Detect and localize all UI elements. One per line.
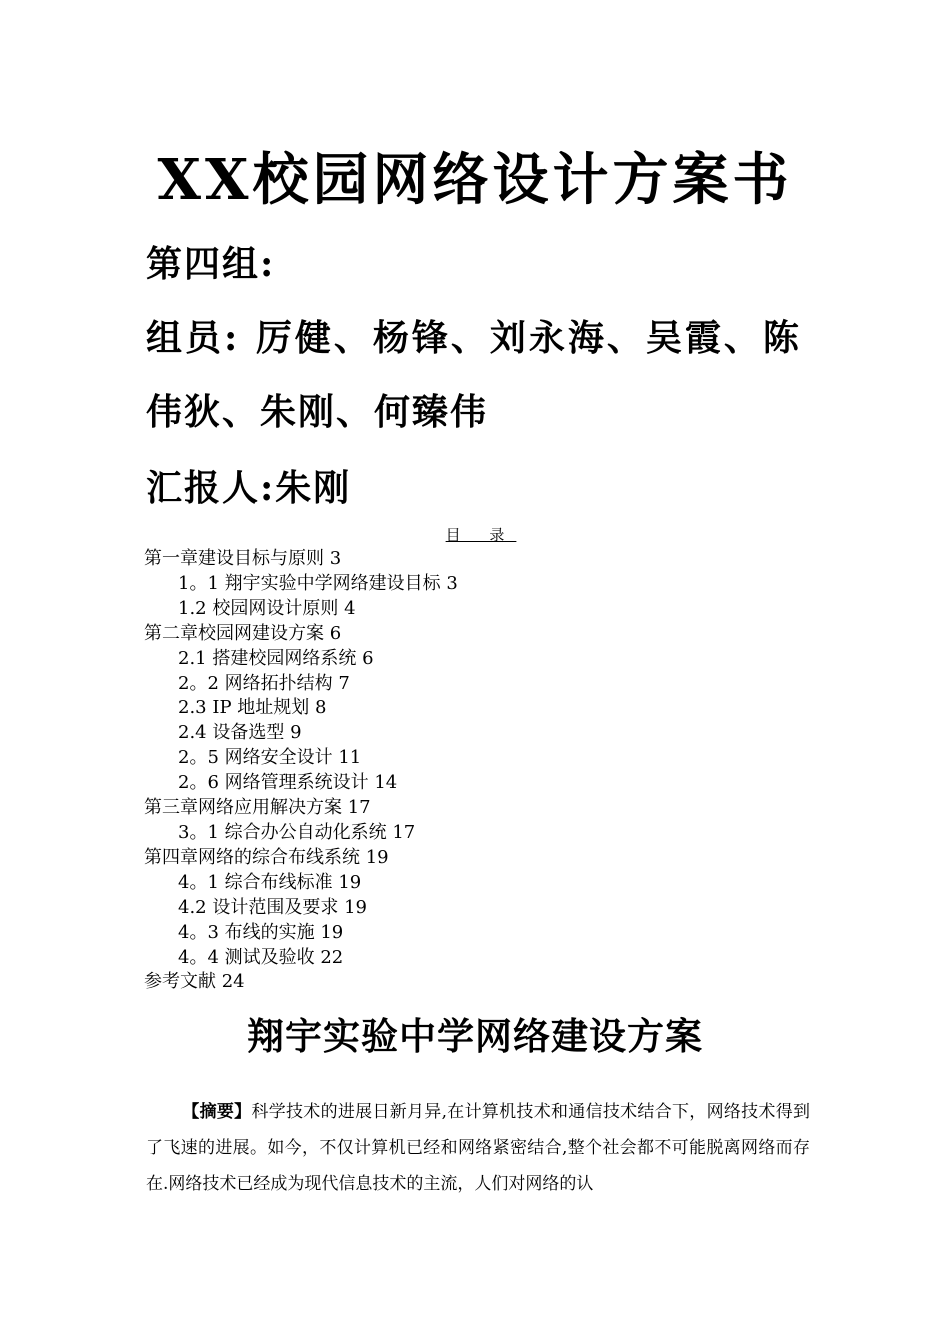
toc-subentry[interactable]: 1。1 翔宇实验中学网络建设目标 3: [178, 572, 458, 594]
toc-heading: [0, 524, 950, 546]
toc-chapter-entry[interactable]: 参考文献 24: [144, 971, 245, 993]
toc-subentry[interactable]: 2.4 设备选型 9: [178, 722, 302, 744]
toc-subentry[interactable]: 4。4 测试及验收 22: [178, 946, 344, 968]
toc-subentry[interactable]: 1.2 校园网设计原则 4: [178, 597, 356, 619]
toc-subentry[interactable]: 4。1 综合布线标准 19: [178, 871, 362, 893]
members-line: 组员: 厉健、杨锋、刘永海、吴霞、陈: [146, 317, 802, 359]
toc-subentry[interactable]: 2。6 网络管理系统设计 14: [178, 772, 398, 794]
toc-subentry[interactable]: 2。5 网络安全设计 11: [178, 747, 362, 769]
document-title: XX校园网络设计方案书: [157, 147, 793, 213]
toc-chapter-entry[interactable]: 第二章校园网建设方案 6: [144, 622, 342, 644]
toc-subentry[interactable]: 4。3 布线的实施 19: [178, 921, 344, 943]
abstract-paragraph: [146, 1094, 810, 1202]
toc-subentry[interactable]: 2.1 搭建校园网络系统 6: [178, 647, 374, 669]
section-title: 翔宇实验中学网络建设方案: [247, 1014, 703, 1058]
toc-chapter-entry[interactable]: 第一章建设目标与原则 3: [144, 548, 342, 569]
group-label: 第四组:: [146, 243, 276, 285]
toc-chapter-entry[interactable]: 第三章网络应用解决方案 17: [144, 797, 371, 819]
toc-subentry[interactable]: 4.2 设计范围及要求 19: [178, 896, 367, 918]
abstract-label: 【摘要】: [182, 1102, 252, 1122]
reporter-line: 汇报人:朱刚: [146, 467, 352, 509]
toc-heading-text: 目 录: [445, 526, 517, 544]
toc-subentry[interactable]: 2.3 IP 地址规划 8: [178, 697, 327, 719]
table-of-contents: [144, 547, 844, 995]
abstract-text: 科学技术的进展日新月异,在计算机技术和通信技术结合下，网络技术得到了飞速的进展。如今，不仅计算机已经和网络紧密结合,整个社会都不可能脱离网络而存在.网络技术已经成为现代信息技术的主流，人们对网络的认: [146, 1102, 811, 1194]
toc-subentry[interactable]: 3。1 综合办公自动化系统 17: [178, 821, 416, 843]
toc-subentry[interactable]: 2。2 网络拓扑结构 7: [178, 672, 350, 694]
members-line-continued: 伟狄、朱刚、何臻伟: [146, 391, 489, 433]
toc-chapter-entry[interactable]: 第四章网络的综合布线系统 19: [144, 846, 389, 868]
